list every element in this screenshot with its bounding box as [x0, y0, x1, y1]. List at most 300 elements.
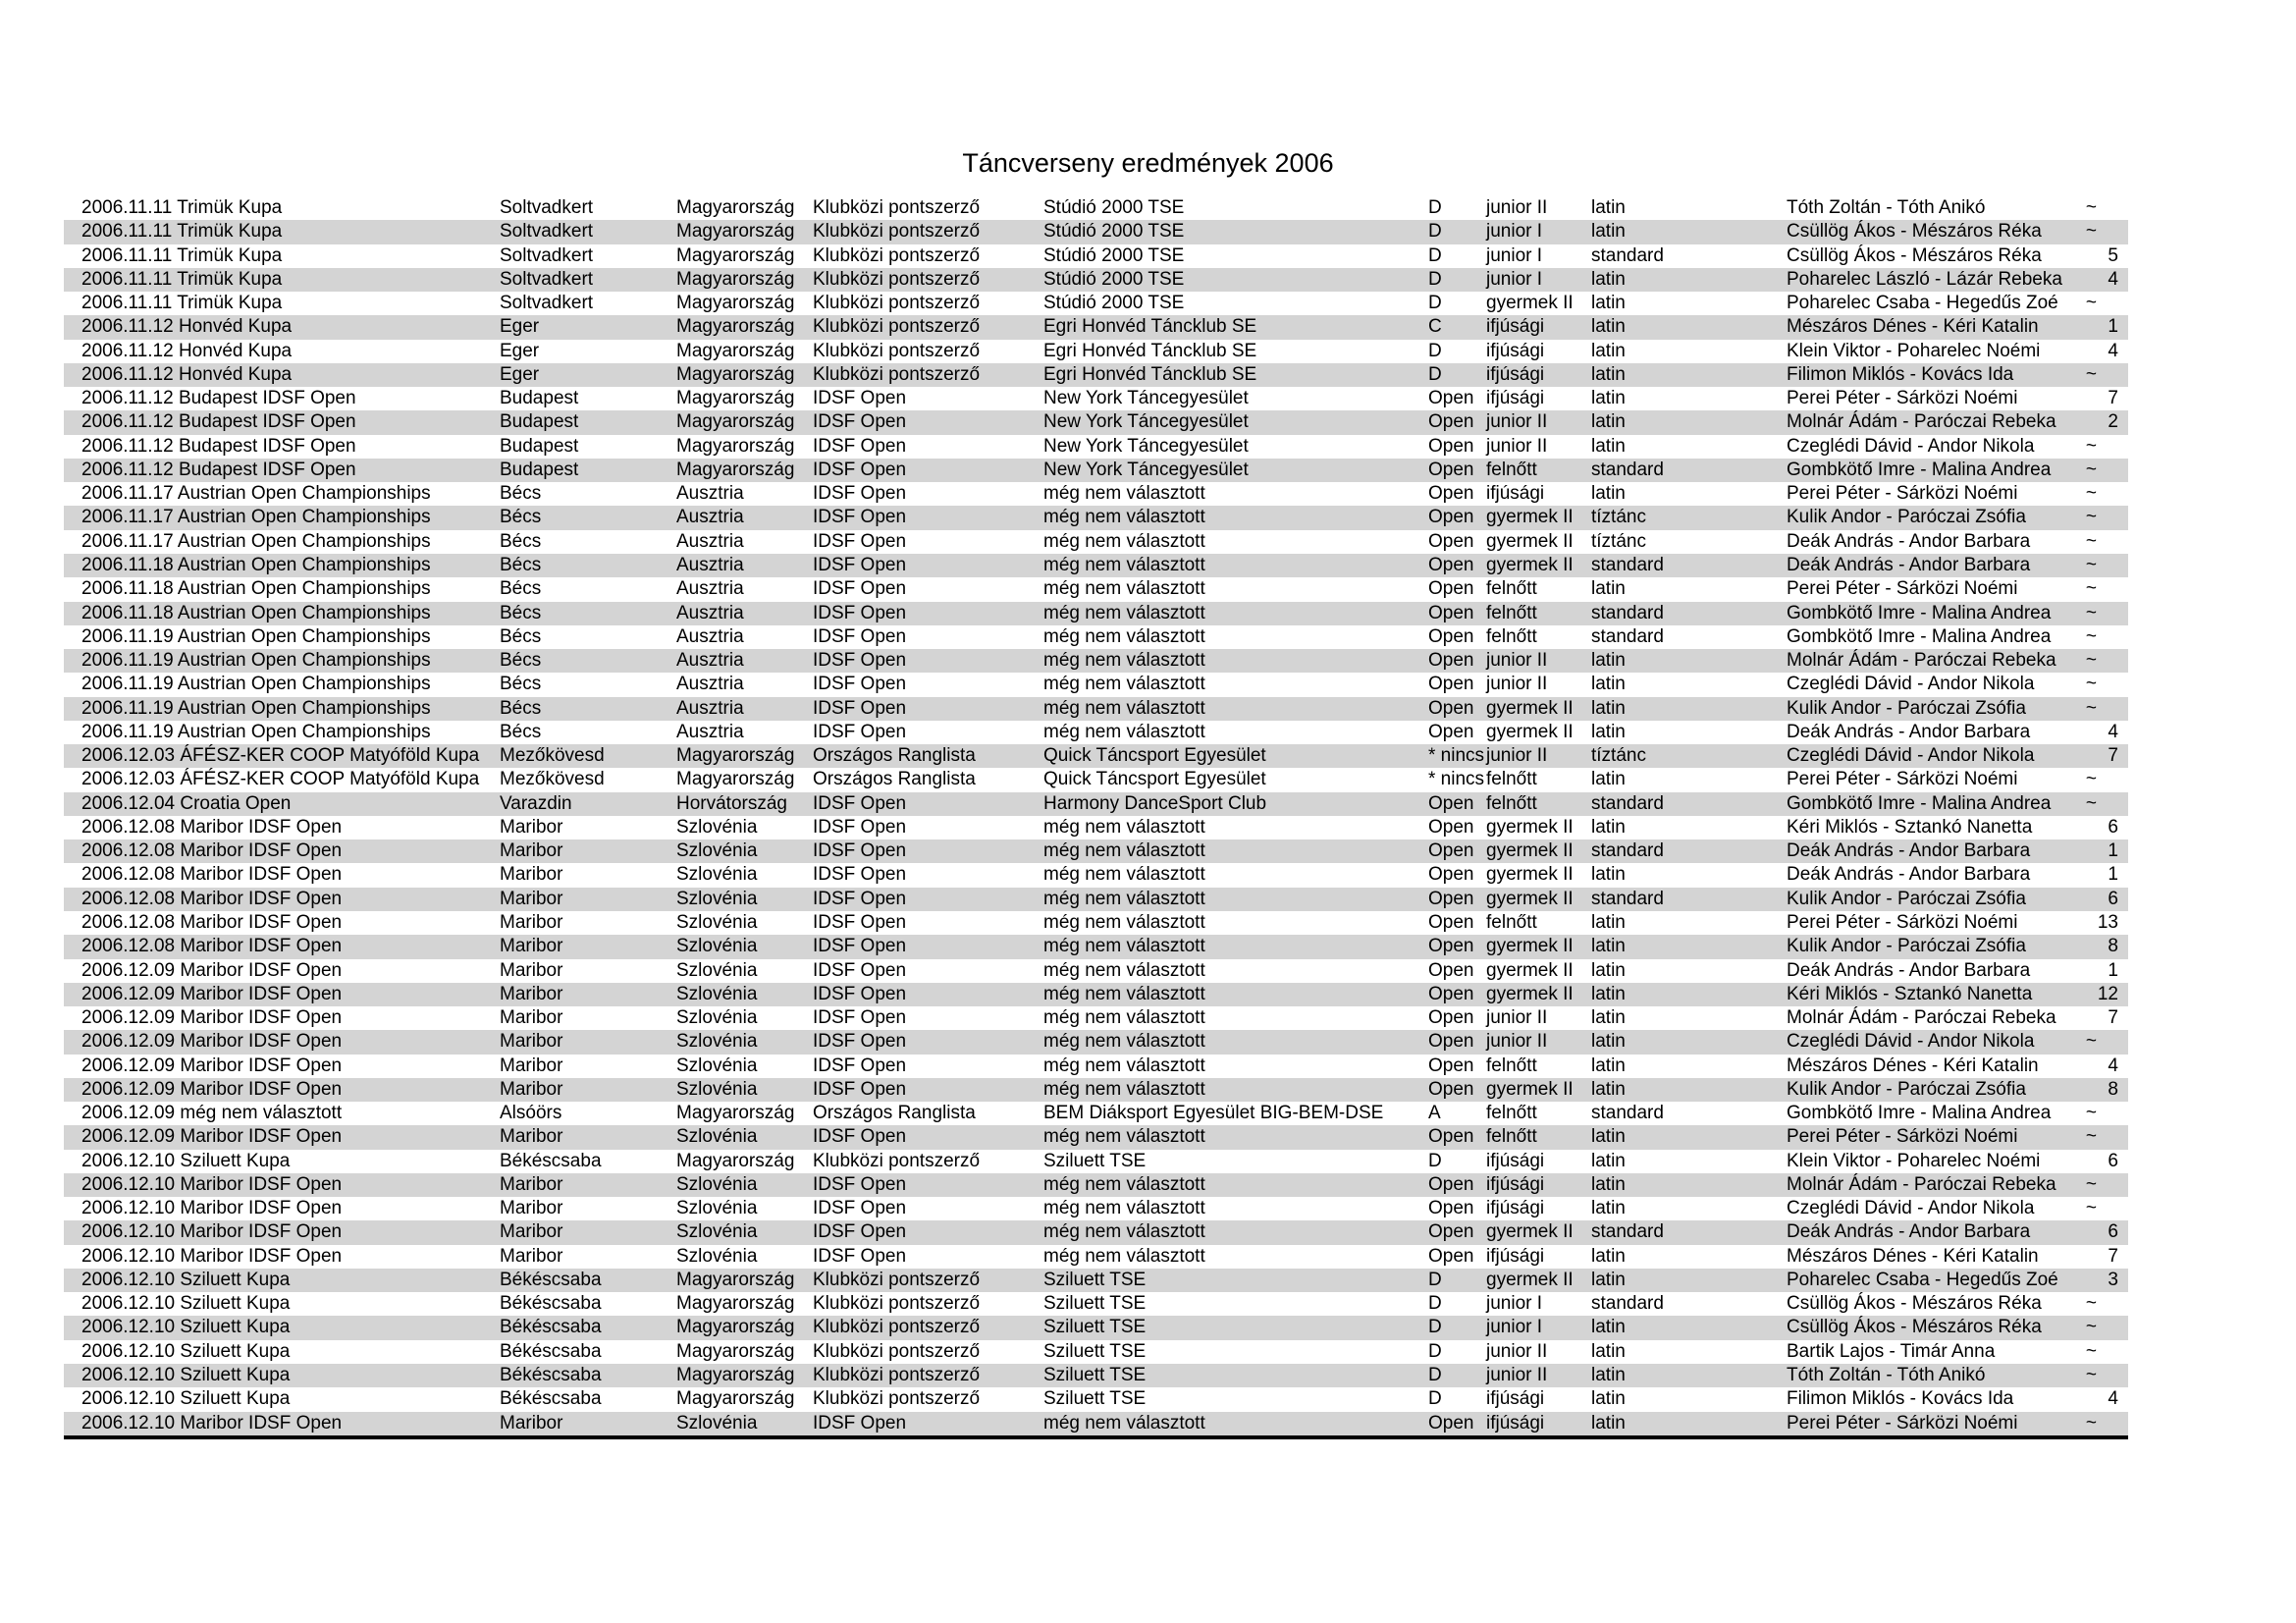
cell-city: Bécs	[500, 674, 542, 695]
cell-type: IDSF Open	[813, 1412, 907, 1434]
cell-result: ~	[2085, 435, 2097, 457]
cell-result: ~	[2085, 602, 2097, 623]
table-row	[64, 1269, 2128, 1292]
cell-class: D	[1428, 1365, 1442, 1386]
cell-date-event: 2006.12.10 Sziluett Kupa	[81, 1340, 291, 1362]
cell-class: Open	[1428, 674, 1474, 695]
cell-organizer: még nem választott	[1043, 1078, 1205, 1100]
cell-couple: Perei Péter - Sárközi Noémi	[1787, 1126, 2018, 1148]
cell-type: IDSF Open	[813, 1198, 907, 1219]
cell-organizer: Egri Honvéd Táncklub SE	[1043, 363, 1257, 385]
cell-date-event: 2006.11.12 Honvéd Kupa	[81, 316, 293, 338]
cell-type: Klubközi pontszerző	[813, 1317, 981, 1338]
cell-city: Budapest	[500, 459, 579, 480]
cell-country: Szlovénia	[676, 936, 758, 957]
cell-style: latin	[1591, 340, 1626, 361]
cell-city: Békéscsaba	[500, 1150, 602, 1171]
cell-organizer: még nem választott	[1043, 507, 1205, 528]
cell-style: latin	[1591, 1388, 1626, 1410]
cell-class: D	[1428, 197, 1442, 218]
cell-type: IDSF Open	[813, 1031, 907, 1053]
cell-organizer: még nem választott	[1043, 840, 1205, 862]
cell-class: Open	[1428, 697, 1474, 719]
cell-date-event: 2006.12.10 Maribor IDSF Open	[81, 1198, 343, 1219]
table-row	[64, 340, 2128, 363]
cell-country: Szlovénia	[676, 959, 758, 981]
cell-organizer: még nem választott	[1043, 936, 1205, 957]
cell-class: Open	[1428, 459, 1474, 480]
cell-date-event: 2006.12.08 Maribor IDSF Open	[81, 840, 343, 862]
table-row	[64, 410, 2128, 434]
cell-city: Soltvadkert	[500, 268, 594, 290]
cell-type: Klubközi pontszerző	[813, 1269, 981, 1290]
cell-couple: Czeglédi Dávid - Andor Nikola	[1787, 674, 2035, 695]
cell-country: Magyarország	[676, 1365, 795, 1386]
cell-city: Maribor	[500, 1198, 563, 1219]
cell-date-event: 2006.12.08 Maribor IDSF Open	[81, 936, 343, 957]
table-row	[64, 1150, 2128, 1173]
cell-organizer: Sziluett TSE	[1043, 1150, 1147, 1171]
cell-result: 1	[2108, 864, 2118, 886]
table-row	[64, 768, 2128, 791]
cell-country: Magyarország	[676, 745, 795, 767]
cell-country: Szlovénia	[676, 816, 758, 838]
cell-city: Budapest	[500, 411, 579, 433]
cell-country: Ausztria	[676, 721, 744, 742]
cell-couple: Filimon Miklós - Kovács Ida	[1787, 1388, 2014, 1410]
cell-style: latin	[1591, 268, 1626, 290]
table-row	[64, 554, 2128, 577]
table-row	[64, 387, 2128, 410]
cell-style: latin	[1591, 769, 1626, 790]
cell-organizer: Quick Táncsport Egyesület	[1043, 769, 1266, 790]
cell-date-event: 2006.11.12 Honvéd Kupa	[81, 340, 293, 361]
table-row	[64, 315, 2128, 339]
cell-age-group: junior II	[1486, 674, 1548, 695]
cell-city: Bécs	[500, 578, 542, 600]
cell-couple: Csüllög Ákos - Mészáros Réka	[1787, 1293, 2042, 1315]
cell-organizer: Harmony DanceSport Club	[1043, 792, 1267, 814]
cell-date-event: 2006.11.12 Budapest IDSF Open	[81, 459, 356, 480]
cell-organizer: még nem választott	[1043, 483, 1205, 505]
cell-result: ~	[2085, 221, 2097, 243]
cell-city: Varazdin	[500, 792, 572, 814]
cell-type: Klubközi pontszerző	[813, 268, 981, 290]
cell-date-event: 2006.12.10 Maribor IDSF Open	[81, 1245, 343, 1267]
table-row	[64, 1292, 2128, 1316]
cell-date-event: 2006.11.18 Austrian Open Championships	[81, 578, 431, 600]
cell-style: latin	[1591, 1412, 1626, 1434]
cell-organizer: még nem választott	[1043, 1007, 1205, 1029]
cell-date-event: 2006.11.12 Budapest IDSF Open	[81, 388, 356, 409]
cell-type: IDSF Open	[813, 1126, 907, 1148]
cell-city: Eger	[500, 316, 540, 338]
cell-date-event: 2006.12.09 Maribor IDSF Open	[81, 1031, 343, 1053]
cell-organizer: New York Táncegyesület	[1043, 459, 1249, 480]
cell-date-event: 2006.11.11 Trimük Kupa	[81, 244, 283, 266]
cell-organizer: Sziluett TSE	[1043, 1269, 1147, 1290]
cell-class: Open	[1428, 1245, 1474, 1267]
cell-date-event: 2006.12.08 Maribor IDSF Open	[81, 888, 343, 909]
table-row	[64, 292, 2128, 315]
cell-date-event: 2006.12.09 Maribor IDSF Open	[81, 1007, 343, 1029]
cell-result: 1	[2108, 316, 2118, 338]
cell-type: IDSF Open	[813, 1173, 907, 1195]
cell-country: Magyarország	[676, 1103, 795, 1124]
cell-type: IDSF Open	[813, 554, 907, 575]
cell-type: IDSF Open	[813, 459, 907, 480]
cell-country: Magyarország	[676, 459, 795, 480]
cell-style: latin	[1591, 697, 1626, 719]
table-row	[64, 363, 2128, 387]
cell-age-group: junior I	[1486, 244, 1543, 266]
cell-type: Klubközi pontszerző	[813, 1340, 981, 1362]
cell-date-event: 2006.12.09 Maribor IDSF Open	[81, 1055, 343, 1076]
table-row	[64, 1102, 2128, 1125]
cell-date-event: 2006.12.09 Maribor IDSF Open	[81, 1078, 343, 1100]
cell-country: Magyarország	[676, 1340, 795, 1362]
cell-age-group: felnőtt	[1486, 1055, 1537, 1076]
cell-style: standard	[1591, 244, 1664, 266]
cell-class: Open	[1428, 1126, 1474, 1148]
cell-organizer: még nem választott	[1043, 1031, 1205, 1053]
cell-age-group: felnőtt	[1486, 792, 1537, 814]
cell-style: latin	[1591, 721, 1626, 742]
cell-couple: Klein Viktor - Poharelec Noémi	[1787, 340, 2041, 361]
cell-couple: Tóth Zoltán - Tóth Anikó	[1787, 197, 1986, 218]
cell-style: standard	[1591, 1293, 1664, 1315]
cell-age-group: felnőtt	[1486, 602, 1537, 623]
table-row	[64, 1412, 2128, 1435]
table-row	[64, 459, 2128, 482]
cell-class: Open	[1428, 840, 1474, 862]
cell-age-group: junior I	[1486, 221, 1543, 243]
cell-result: 4	[2108, 721, 2118, 742]
cell-country: Ausztria	[676, 602, 744, 623]
cell-couple: Gombkötő Imre - Malina Andrea	[1787, 1103, 2052, 1124]
table-row	[64, 983, 2128, 1006]
cell-city: Maribor	[500, 1126, 563, 1148]
cell-age-group: junior I	[1486, 1317, 1543, 1338]
cell-result: ~	[2085, 507, 2097, 528]
cell-style: latin	[1591, 1078, 1626, 1100]
cell-country: Ausztria	[676, 530, 744, 552]
cell-age-group: ifjúsági	[1486, 1388, 1545, 1410]
cell-date-event: 2006.11.19 Austrian Open Championships	[81, 650, 431, 672]
cell-country: Szlovénia	[676, 1412, 758, 1434]
cell-date-event: 2006.11.17 Austrian Open Championships	[81, 507, 431, 528]
cell-type: Klubközi pontszerző	[813, 244, 981, 266]
cell-result: 1	[2108, 840, 2118, 862]
cell-couple: Csüllög Ákos - Mészáros Réka	[1787, 1317, 2042, 1338]
cell-couple: Deák András - Andor Barbara	[1787, 864, 2031, 886]
table-row	[64, 697, 2128, 721]
cell-style: latin	[1591, 936, 1626, 957]
cell-date-event: 2006.11.12 Budapest IDSF Open	[81, 411, 356, 433]
cell-organizer: Sziluett TSE	[1043, 1388, 1147, 1410]
cell-organizer: még nem választott	[1043, 1412, 1205, 1434]
cell-organizer: még nem választott	[1043, 721, 1205, 742]
cell-couple: Perei Péter - Sárközi Noémi	[1787, 1412, 2018, 1434]
cell-age-group: junior II	[1486, 1340, 1548, 1362]
cell-country: Ausztria	[676, 697, 744, 719]
cell-class: Open	[1428, 388, 1474, 409]
cell-result: 4	[2108, 1388, 2118, 1410]
cell-organizer: Quick Táncsport Egyesület	[1043, 745, 1266, 767]
cell-couple: Mészáros Dénes - Kéri Katalin	[1787, 1055, 2039, 1076]
cell-type: IDSF Open	[813, 840, 907, 862]
cell-result: 7	[2108, 388, 2118, 409]
cell-organizer: még nem választott	[1043, 674, 1205, 695]
cell-date-event: 2006.12.09 Maribor IDSF Open	[81, 959, 343, 981]
results-table	[64, 196, 2128, 1439]
cell-class: Open	[1428, 816, 1474, 838]
table-row	[64, 1364, 2128, 1387]
cell-age-group: ifjúsági	[1486, 316, 1545, 338]
cell-city: Budapest	[500, 388, 579, 409]
cell-age-group: felnőtt	[1486, 1126, 1537, 1148]
cell-city: Soltvadkert	[500, 293, 594, 314]
cell-city: Bécs	[500, 697, 542, 719]
cell-city: Maribor	[500, 1078, 563, 1100]
cell-age-group: gyermek II	[1486, 936, 1574, 957]
cell-country: Magyarország	[676, 1388, 795, 1410]
cell-organizer: még nem választott	[1043, 1198, 1205, 1219]
cell-age-group: gyermek II	[1486, 697, 1574, 719]
cell-result: ~	[2085, 578, 2097, 600]
cell-date-event: 2006.11.19 Austrian Open Championships	[81, 625, 431, 647]
cell-country: Ausztria	[676, 554, 744, 575]
cell-organizer: még nem választott	[1043, 983, 1205, 1004]
cell-result: 5	[2108, 244, 2118, 266]
cell-city: Soltvadkert	[500, 244, 594, 266]
cell-city: Békéscsaba	[500, 1293, 602, 1315]
cell-style: latin	[1591, 197, 1626, 218]
table-row	[64, 1316, 2128, 1339]
cell-style: latin	[1591, 983, 1626, 1004]
cell-class: D	[1428, 293, 1442, 314]
cell-type: IDSF Open	[813, 816, 907, 838]
cell-country: Szlovénia	[676, 840, 758, 862]
cell-class: D	[1428, 363, 1442, 385]
cell-date-event: 2006.12.03 ÁFÉSZ-KER COOP Matyóföld Kupa	[81, 745, 480, 767]
cell-couple: Mészáros Dénes - Kéri Katalin	[1787, 316, 2039, 338]
cell-result: ~	[2085, 1103, 2097, 1124]
cell-organizer: Egri Honvéd Táncklub SE	[1043, 340, 1257, 361]
cell-type: IDSF Open	[813, 864, 907, 886]
cell-class: Open	[1428, 578, 1474, 600]
cell-type: IDSF Open	[813, 625, 907, 647]
cell-age-group: gyermek II	[1486, 816, 1574, 838]
cell-class: D	[1428, 221, 1442, 243]
cell-style: latin	[1591, 1269, 1626, 1290]
cell-style: latin	[1591, 1245, 1626, 1267]
cell-couple: Tóth Zoltán - Tóth Anikó	[1787, 1365, 1986, 1386]
cell-result: 3	[2108, 1269, 2118, 1290]
cell-organizer: még nem választott	[1043, 1126, 1205, 1148]
cell-city: Maribor	[500, 936, 563, 957]
cell-style: latin	[1591, 864, 1626, 886]
cell-city: Maribor	[500, 1173, 563, 1195]
cell-type: IDSF Open	[813, 1055, 907, 1076]
cell-date-event: 2006.12.08 Maribor IDSF Open	[81, 864, 343, 886]
table-row	[64, 935, 2128, 958]
cell-type: Klubközi pontszerző	[813, 1150, 981, 1171]
cell-result: ~	[2085, 1365, 2097, 1386]
cell-type: IDSF Open	[813, 1007, 907, 1029]
cell-date-event: 2006.12.10 Maribor IDSF Open	[81, 1412, 343, 1434]
cell-class: Open	[1428, 602, 1474, 623]
cell-class: C	[1428, 316, 1442, 338]
cell-style: standard	[1591, 602, 1664, 623]
cell-class: Open	[1428, 959, 1474, 981]
cell-class: D	[1428, 340, 1442, 361]
cell-style: latin	[1591, 1365, 1626, 1386]
cell-type: IDSF Open	[813, 530, 907, 552]
cell-country: Szlovénia	[676, 1007, 758, 1029]
cell-age-group: gyermek II	[1486, 721, 1574, 742]
cell-type: IDSF Open	[813, 388, 907, 409]
cell-couple: Gombkötő Imre - Malina Andrea	[1787, 625, 2052, 647]
cell-date-event: 2006.12.10 Sziluett Kupa	[81, 1388, 291, 1410]
cell-date-event: 2006.12.10 Sziluett Kupa	[81, 1293, 291, 1315]
cell-class: Open	[1428, 721, 1474, 742]
cell-age-group: ifjúsági	[1486, 388, 1545, 409]
cell-country: Magyarország	[676, 316, 795, 338]
cell-date-event: 2006.12.10 Sziluett Kupa	[81, 1150, 291, 1171]
cell-style: standard	[1591, 554, 1664, 575]
cell-country: Magyarország	[676, 268, 795, 290]
cell-date-event: 2006.11.17 Austrian Open Championships	[81, 530, 431, 552]
cell-age-group: junior II	[1486, 1007, 1548, 1029]
cell-couple: Molnár Ádám - Paróczai Rebeka	[1787, 411, 2056, 433]
cell-city: Maribor	[500, 840, 563, 862]
cell-class: D	[1428, 1340, 1442, 1362]
cell-result: ~	[2085, 1173, 2097, 1195]
cell-result: ~	[2085, 674, 2097, 695]
cell-city: Maribor	[500, 1245, 563, 1267]
cell-country: Magyarország	[676, 1269, 795, 1290]
cell-couple: Deák András - Andor Barbara	[1787, 1221, 2031, 1243]
cell-couple: Perei Péter - Sárközi Noémi	[1787, 483, 2018, 505]
cell-class: Open	[1428, 911, 1474, 933]
table-row	[64, 1125, 2128, 1149]
cell-result: 6	[2108, 1150, 2118, 1171]
cell-class: Open	[1428, 983, 1474, 1004]
cell-age-group: gyermek II	[1486, 1269, 1574, 1290]
cell-result: ~	[2085, 1412, 2097, 1434]
table-row	[64, 1030, 2128, 1054]
cell-country: Magyarország	[676, 435, 795, 457]
cell-result: ~	[2085, 1293, 2097, 1315]
cell-type: Klubközi pontszerző	[813, 221, 981, 243]
cell-city: Bécs	[500, 721, 542, 742]
cell-couple: Molnár Ádám - Paróczai Rebeka	[1787, 650, 2056, 672]
cell-result: 7	[2108, 745, 2118, 767]
cell-type: Klubközi pontszerző	[813, 316, 981, 338]
cell-city: Maribor	[500, 911, 563, 933]
cell-city: Békéscsaba	[500, 1365, 602, 1386]
cell-class: Open	[1428, 888, 1474, 909]
cell-class: Open	[1428, 1221, 1474, 1243]
cell-city: Békéscsaba	[500, 1317, 602, 1338]
cell-couple: Deák András - Andor Barbara	[1787, 959, 2031, 981]
cell-age-group: junior I	[1486, 268, 1543, 290]
table-row	[64, 959, 2128, 983]
cell-age-group: ifjúsági	[1486, 1245, 1545, 1267]
cell-date-event: 2006.11.17 Austrian Open Championships	[81, 483, 431, 505]
cell-couple: Poharelec László - Lázár Rebeka	[1787, 268, 2062, 290]
cell-age-group: felnőtt	[1486, 1103, 1537, 1124]
cell-style: standard	[1591, 792, 1664, 814]
cell-organizer: Stúdió 2000 TSE	[1043, 268, 1185, 290]
cell-country: Magyarország	[676, 363, 795, 385]
cell-result: 7	[2108, 1245, 2118, 1267]
cell-city: Maribor	[500, 983, 563, 1004]
cell-country: Ausztria	[676, 507, 744, 528]
cell-class: D	[1428, 1293, 1442, 1315]
cell-country: Ausztria	[676, 483, 744, 505]
cell-age-group: junior I	[1486, 1293, 1543, 1315]
table-row	[64, 1340, 2128, 1364]
cell-country: Magyarország	[676, 1293, 795, 1315]
cell-type: IDSF Open	[813, 983, 907, 1004]
cell-couple: Kulik Andor - Paróczai Zsófia	[1787, 507, 2026, 528]
table-row	[64, 1173, 2128, 1197]
cell-country: Magyarország	[676, 244, 795, 266]
cell-age-group: gyermek II	[1486, 507, 1574, 528]
cell-date-event: 2006.11.18 Austrian Open Championships	[81, 554, 431, 575]
table-row	[64, 911, 2128, 935]
cell-country: Szlovénia	[676, 983, 758, 1004]
cell-couple: Czeglédi Dávid - Andor Nikola	[1787, 1198, 2035, 1219]
cell-type: IDSF Open	[813, 602, 907, 623]
cell-type: Klubközi pontszerző	[813, 1388, 981, 1410]
cell-organizer: Stúdió 2000 TSE	[1043, 197, 1185, 218]
cell-age-group: felnőtt	[1486, 625, 1537, 647]
cell-age-group: ifjúsági	[1486, 1412, 1545, 1434]
table-row	[64, 1197, 2128, 1220]
table-row	[64, 220, 2128, 243]
cell-age-group: ifjúsági	[1486, 363, 1545, 385]
table-row	[64, 839, 2128, 863]
cell-age-group: gyermek II	[1486, 530, 1574, 552]
table-row	[64, 649, 2128, 673]
cell-date-event: 2006.11.11 Trimük Kupa	[81, 221, 283, 243]
cell-type: IDSF Open	[813, 411, 907, 433]
cell-couple: Czeglédi Dávid - Andor Nikola	[1787, 435, 2035, 457]
cell-style: latin	[1591, 1317, 1626, 1338]
cell-country: Szlovénia	[676, 1245, 758, 1267]
cell-style: latin	[1591, 388, 1626, 409]
cell-result: 6	[2108, 1221, 2118, 1243]
cell-date-event: 2006.11.12 Honvéd Kupa	[81, 363, 293, 385]
cell-result: ~	[2085, 650, 2097, 672]
cell-date-event: 2006.12.10 Maribor IDSF Open	[81, 1173, 343, 1195]
cell-result: ~	[2085, 483, 2097, 505]
cell-style: latin	[1591, 1007, 1626, 1029]
table-row	[64, 196, 2128, 220]
cell-country: Szlovénia	[676, 1078, 758, 1100]
cell-result: ~	[2085, 293, 2097, 314]
cell-class: Open	[1428, 1078, 1474, 1100]
cell-organizer: még nem választott	[1043, 602, 1205, 623]
cell-age-group: junior II	[1486, 1031, 1548, 1053]
cell-result: ~	[2085, 697, 2097, 719]
cell-date-event: 2006.11.19 Austrian Open Championships	[81, 721, 431, 742]
cell-organizer: még nem választott	[1043, 888, 1205, 909]
cell-style: latin	[1591, 1173, 1626, 1195]
